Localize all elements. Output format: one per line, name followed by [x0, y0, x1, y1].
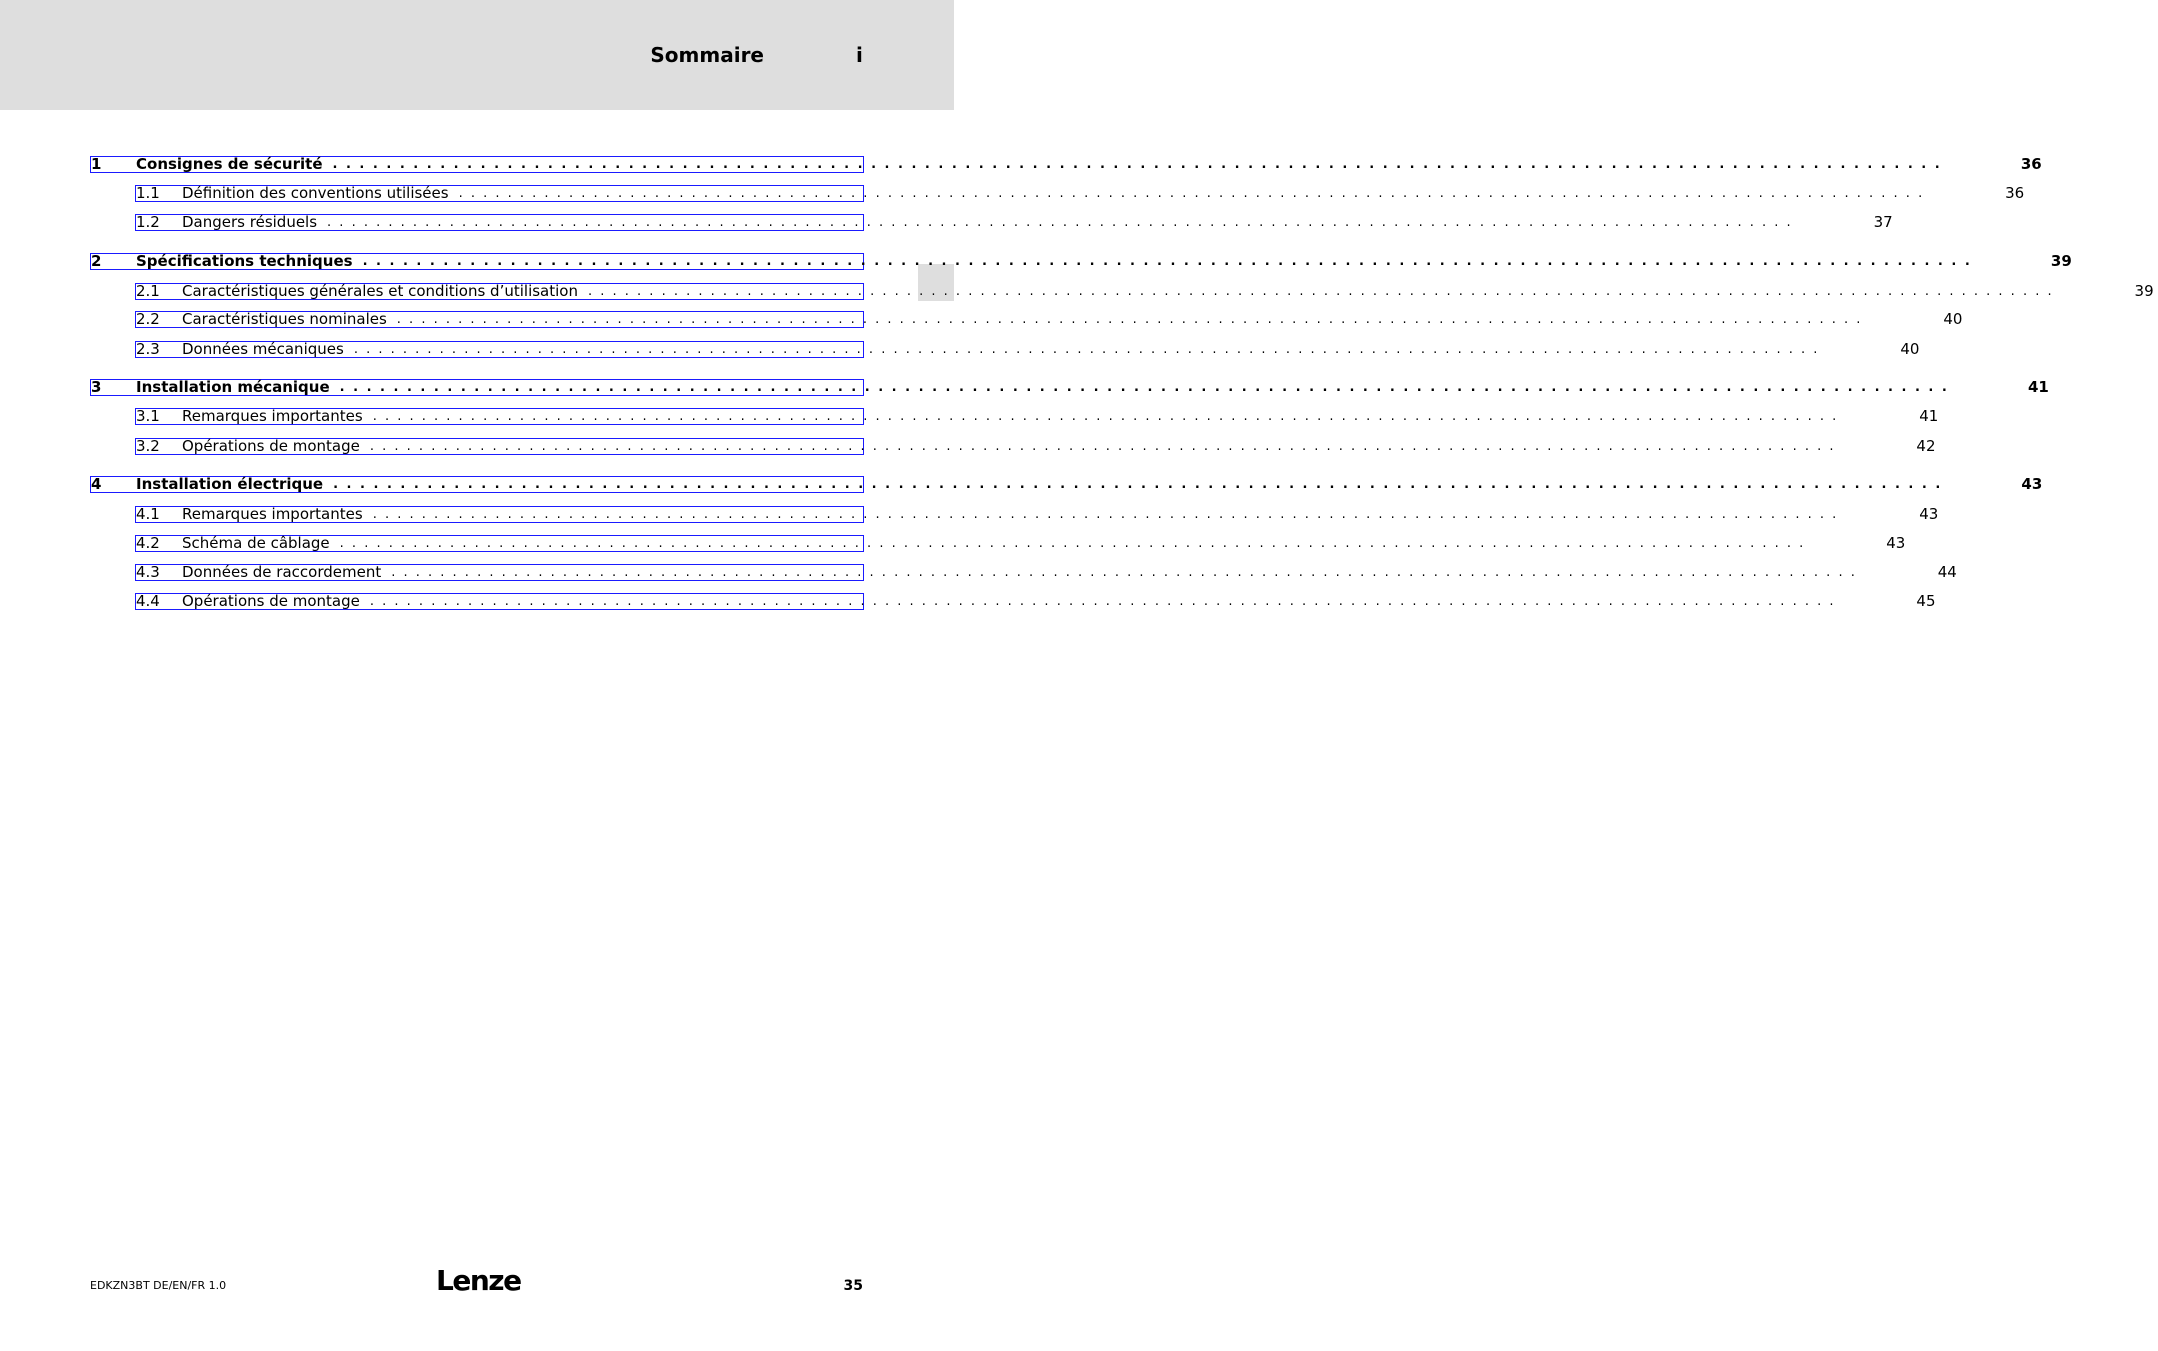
- toc-entry-number: 4.3: [136, 563, 160, 581]
- toc-entry-number: 1: [91, 155, 102, 173]
- toc-entry-number: 4.4: [136, 592, 160, 610]
- toc-entry[interactable]: [135, 437, 1936, 455]
- toc-entry-leader: . . . . . . . . . . . . . . . . . . . . . . . . . . . . . . . . . . . . . . . . . . . . . . . . . . . . . . . . . . . . . . . . . . . . . . . . . . . . . . . . . . . . . . . . . . . . . . . . . . . . . . . . . . . . . . . . . . . . . . . .: [587, 284, 2054, 299]
- footer-document-id: EDKZN3BT DE/EN/FR 1.0: [90, 1279, 227, 1292]
- toc-entry-leader: . . . . . . . . . . . . . . . . . . . . . . . . . . . . . . . . . . . . . . . . . . . . . . . . . . . . . . . . . . . . . . . . . . . . . . . . . . . . . . . . . . . . . . . . . . . . . . . . . . . . . . . . . . . . . . . . . . . . . . . .: [369, 594, 1836, 609]
- toc-entry-page: 42: [1916, 437, 1936, 455]
- toc-entry-title: Remarques importantes: [182, 407, 363, 425]
- toc-entry-number: 4.2: [136, 534, 160, 552]
- toc-entry[interactable]: [135, 407, 1939, 425]
- toc-entry-title: Spécifications techniques: [136, 252, 353, 270]
- toc-entry-leader: . . . . . . . . . . . . . . . . . . . . . . . . . . . . . . . . . . . . . . . . . . . . . . . . . . . . . . . . . . . . . . . . . . . . . . . . . . . . . . . . . . . . . . . . . . . . . . . . . . . . . . . . . . . . . . . . . . . . . . . .: [333, 477, 1943, 492]
- toc-entry-title: Dangers résiduels: [182, 213, 318, 231]
- toc-entry-title: Données mécaniques: [182, 340, 344, 358]
- toc-entry-page: 41: [1919, 407, 1939, 425]
- toc-entry-number: 2.2: [136, 310, 160, 328]
- toc-entry-leader: . . . . . . . . . . . . . . . . . . . . . . . . . . . . . . . . . . . . . . . . . . . . . . . . . . . . . . . . . . . . . . . . . . . . . . . . . . . . . . . . . . . . . . . . . . . . . . . . . . . . . . . . . . . . . . . . . . . . . . . .: [372, 507, 1839, 522]
- toc-entry-number: 4.1: [136, 505, 160, 523]
- toc-entry-title: Remarques importantes: [182, 505, 363, 523]
- toc-entry-title: Opérations de montage: [182, 592, 360, 610]
- toc-entry-leader: . . . . . . . . . . . . . . . . . . . . . . . . . . . . . . . . . . . . . . . . . . . . . . . . . . . . . . . . . . . . . . . . . . . . . . . . . . . . . . . . . . . . . . . . . . . . . . . . . . . . . . . . . . . . . . . . . . . . . . . .: [332, 157, 1942, 172]
- chapter-marker: i: [856, 43, 863, 67]
- toc-entry-number: 2.1: [136, 282, 160, 300]
- toc-entry[interactable]: [135, 282, 2154, 300]
- toc-entry-page: 43: [2021, 475, 2043, 493]
- toc-entry-number: 4: [91, 475, 102, 493]
- lenze-logo: Lenze: [436, 1264, 521, 1297]
- toc-entry[interactable]: [90, 252, 2072, 270]
- toc-entry-leader: . . . . . . . . . . . . . . . . . . . . . . . . . . . . . . . . . . . . . . . . . . . . . . . . . . . . . . . . . . . . . . . . . . . . . . . . . . . . . . . . . . . . . . . . . . . . . . . . . . . . . . . . . . . . . . . . . . . . . . . .: [362, 254, 1972, 269]
- toc-entry[interactable]: [135, 592, 1936, 610]
- toc-entry-number: 3.2: [136, 437, 160, 455]
- toc-entry-leader: . . . . . . . . . . . . . . . . . . . . . . . . . . . . . . . . . . . . . . . . . . . . . . . . . . . . . . . . . . . . . . . . . . . . . . . . . . . . . . . . . . . . . . . . . . . . . . . . . . . . . . . . . . . . . . . . . . . . . . . .: [339, 380, 1949, 395]
- toc-entry-leader: . . . . . . . . . . . . . . . . . . . . . . . . . . . . . . . . . . . . . . . . . . . . . . . . . . . . . . . . . . . . . . . . . . . . . . . . . . . . . . . . . . . . . . . . . . . . . . . . . . . . . . . . . . . . . . . . . . . . . . . .: [458, 186, 1925, 201]
- toc-entry-page: 44: [1937, 563, 1957, 581]
- toc-entry[interactable]: [135, 213, 1893, 231]
- toc-entry-page: 40: [1943, 310, 1963, 328]
- toc-entry-leader: . . . . . . . . . . . . . . . . . . . . . . . . . . . . . . . . . . . . . . . . . . . . . . . . . . . . . . . . . . . . . . . . . . . . . . . . . . . . . . . . . . . . . . . . . . . . . . . . . . . . . . . . . . . . . . . . . . . . . . . .: [353, 342, 1820, 357]
- toc-entry-leader: . . . . . . . . . . . . . . . . . . . . . . . . . . . . . . . . . . . . . . . . . . . . . . . . . . . . . . . . . . . . . . . . . . . . . . . . . . . . . . . . . . . . . . . . . . . . . . . . . . . . . . . . . . . . . . . . . . . . . . . .: [369, 439, 1836, 454]
- toc-entry[interactable]: [90, 475, 2043, 493]
- toc-entry-page: 36: [2020, 155, 2042, 173]
- toc-entry-page: 43: [1886, 534, 1906, 552]
- toc-entry-page: 36: [2005, 184, 2025, 202]
- toc-entry[interactable]: [135, 534, 1906, 552]
- toc-entry-leader: . . . . . . . . . . . . . . . . . . . . . . . . . . . . . . . . . . . . . . . . . . . . . . . . . . . . . . . . . . . . . . . . . . . . . . . . . . . . . . . . . . . . . . . . . . . . . . . . . . . . . . . . . . . . . . . . . . . . . . . .: [327, 215, 1793, 230]
- toc-entry-title: Caractéristiques générales et conditions d’utilisation: [182, 282, 578, 300]
- toc-entry-title: Schéma de câblage: [182, 534, 330, 552]
- toc-entry-title: Consignes de sécurité: [136, 155, 323, 173]
- page-title: Sommaire: [650, 43, 764, 67]
- toc-entry[interactable]: [90, 155, 2042, 173]
- toc-entry-number: 1.2: [136, 213, 160, 231]
- toc-entry-leader: . . . . . . . . . . . . . . . . . . . . . . . . . . . . . . . . . . . . . . . . . . . . . . . . . . . . . . . . . . . . . . . . . . . . . . . . . . . . . . . . . . . . . . . . . . . . . . . . . . . . . . . . . . . . . . . . . . . . . . . .: [396, 312, 1863, 327]
- toc-entry-page: 39: [2050, 252, 2072, 270]
- toc-entry-title: Opérations de montage: [182, 437, 360, 455]
- toc-entry-number: 2: [91, 252, 102, 270]
- toc-entry-leader: . . . . . . . . . . . . . . . . . . . . . . . . . . . . . . . . . . . . . . . . . . . . . . . . . . . . . . . . . . . . . . . . . . . . . . . . . . . . . . . . . . . . . . . . . . . . . . . . . . . . . . . . . . . . . . . . . . . . . . . .: [372, 409, 1839, 424]
- toc-entry-page: 40: [1900, 340, 1920, 358]
- toc-entry-page: 41: [2027, 378, 2049, 396]
- toc-entry[interactable]: [135, 563, 1957, 581]
- toc-entry-title: Installation mécanique: [136, 378, 330, 396]
- toc-entry[interactable]: [135, 505, 1939, 523]
- toc-entry-number: 2.3: [136, 340, 160, 358]
- toc-entry-leader: . . . . . . . . . . . . . . . . . . . . . . . . . . . . . . . . . . . . . . . . . . . . . . . . . . . . . . . . . . . . . . . . . . . . . . . . . . . . . . . . . . . . . . . . . . . . . . . . . . . . . . . . . . . . . . . . . . . . . . . .: [339, 536, 1806, 551]
- toc-entry-page: 37: [1873, 213, 1893, 231]
- toc-entry-title: Données de raccordement: [182, 563, 382, 581]
- toc-entry-page: 45: [1916, 592, 1936, 610]
- toc-entry-title: Installation électrique: [136, 475, 324, 493]
- toc-entry[interactable]: [135, 184, 2025, 202]
- footer-page-number: 35: [843, 1278, 863, 1294]
- toc-entry-page: 43: [1919, 505, 1939, 523]
- toc-entry[interactable]: [135, 340, 1920, 358]
- toc-entry-title: Caractéristiques nominales: [182, 310, 387, 328]
- toc-entry-number: 3: [91, 378, 102, 396]
- toc-entry-number: 3.1: [136, 407, 160, 425]
- toc-entry[interactable]: [135, 310, 1963, 328]
- toc-entry-leader: . . . . . . . . . . . . . . . . . . . . . . . . . . . . . . . . . . . . . . . . . . . . . . . . . . . . . . . . . . . . . . . . . . . . . . . . . . . . . . . . . . . . . . . . . . . . . . . . . . . . . . . . . . . . . . . . . . . . . . . .: [391, 565, 1857, 580]
- toc-entry-title: Définition des conventions utilisées: [182, 184, 449, 202]
- toc-entry-page: 39: [2134, 282, 2154, 300]
- toc-entry[interactable]: [90, 378, 2049, 396]
- toc-entry-number: 1.1: [136, 184, 160, 202]
